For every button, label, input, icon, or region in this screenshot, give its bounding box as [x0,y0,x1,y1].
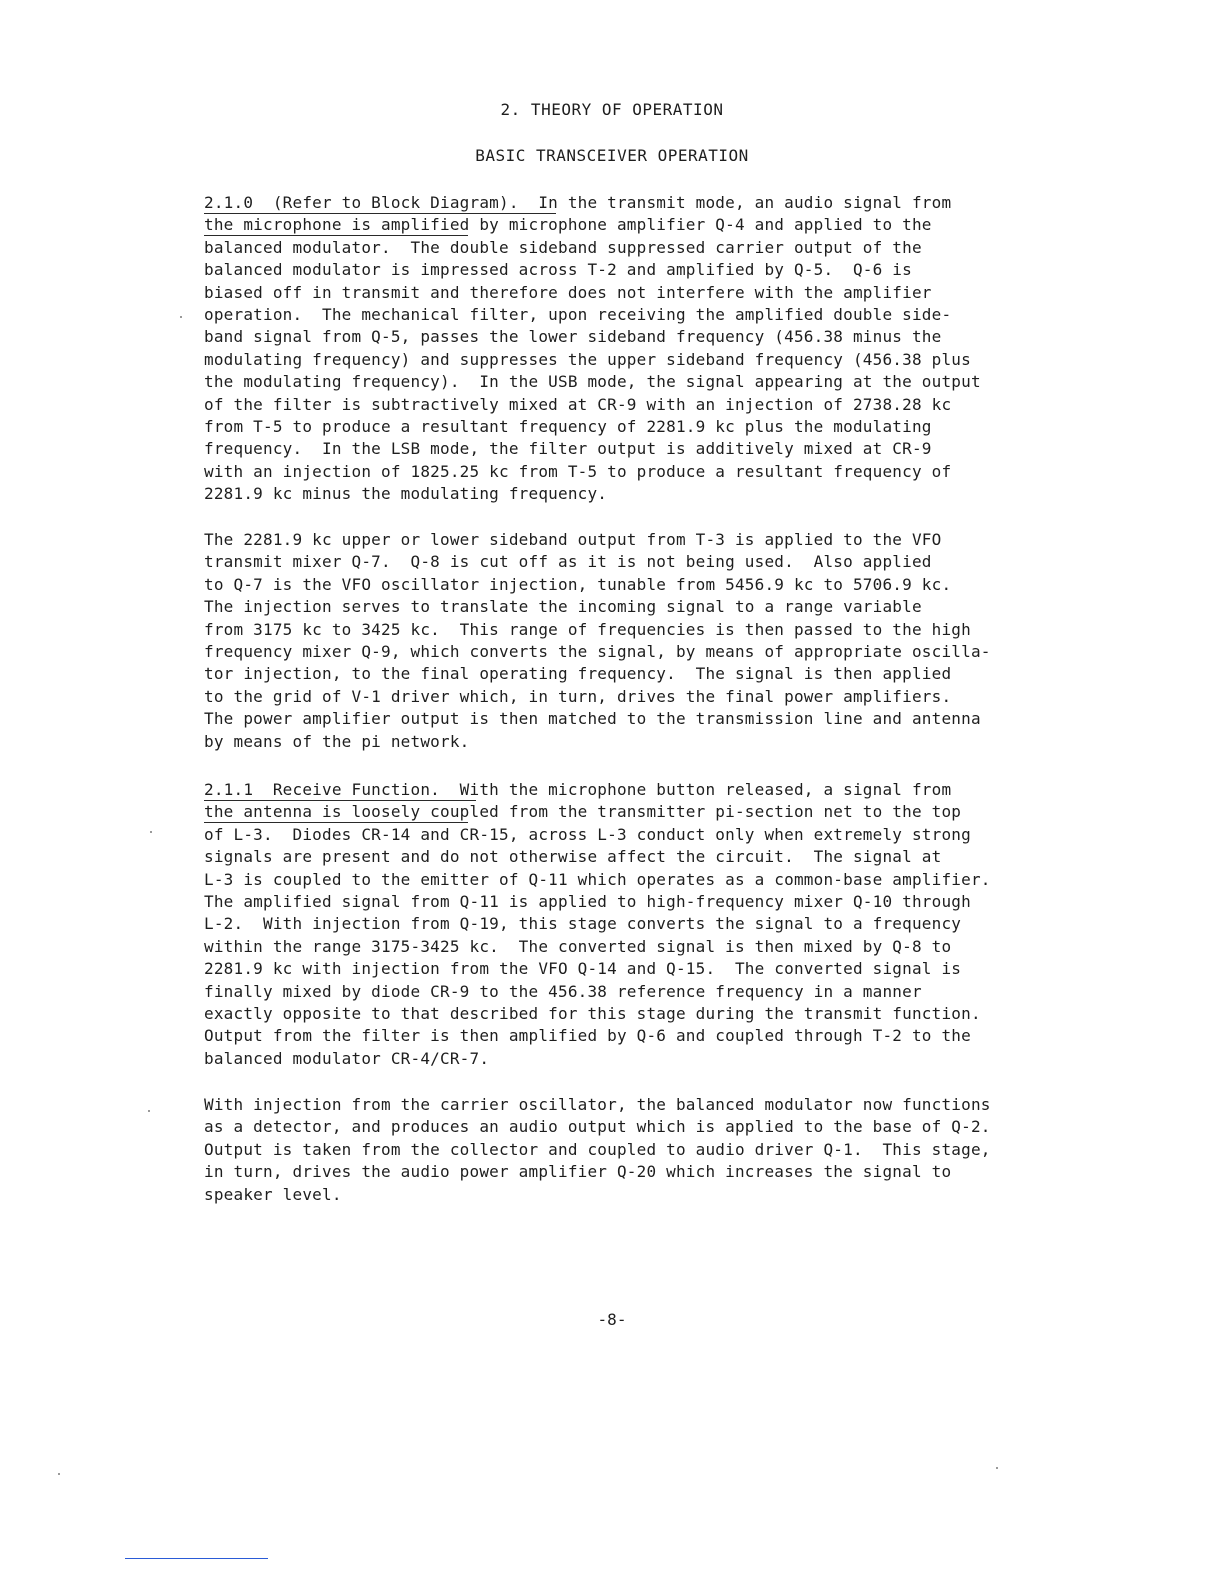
text-line: transmit mixer Q-7. Q-8 is cut off as it is not being used. Also applied [204,552,932,572]
text-line: of the filter is subtractively mixed at CR-9 with an injection of 2738.28 kc [204,394,952,414]
scan-speck [148,1110,150,1112]
page-number: -8- [597,1310,627,1329]
text-line: from T-5 to produce a resultant frequency of 2281.9 kc plus the modulating [204,416,932,436]
text-line: frequency. In the LSB mode, the filter output is additively mixed at CR-9 [204,439,932,459]
text-line: finally mixed by diode CR-9 to the 456.38 reference frequency in a manner [204,981,922,1001]
text-line: Output is taken from the collector and coupled to audio driver Q-1. This stage, [204,1139,991,1159]
text-line: with an injection of 1825.25 kc from T-5 to produce a resultant frequency of [204,461,952,481]
scan-edge-rule [125,1558,268,1559]
scan-speck [180,316,182,318]
text-line: Output from the filter is then amplified by Q-6 and coupled through T-2 to the [204,1026,971,1046]
text-line: to Q-7 is the VFO oscillator injection, tunable from 5456.9 kc to 5706.9 kc. [204,574,952,594]
text-line: balanced modulator is impressed across T-2 and amplified by Q-5. Q-6 is [204,260,912,280]
text-line: the antenna is loosely coupled from the transmitter pi-section net to the top [204,802,962,822]
paragraph-vfo-mixer [204,529,1124,753]
text-line: The power amplifier output is then matched to the transmission line and antenna [204,709,981,729]
text-line: The injection serves to translate the incoming signal to a range variable [204,597,922,617]
text-line: the modulating frequency). In the USB mode, the signal appearing at the output [204,372,981,392]
text-line: 2.1.1 Receive Function. With the microphone button released, a signal from [204,780,952,799]
text-line: in turn, drives the audio power amplifier Q-20 which increases the signal to [204,1162,952,1182]
text-line: biased off in transmit and therefore does not interfere with the amplifier [204,282,932,302]
text-line: by means of the pi network. [204,731,470,751]
scan-speck [58,1473,60,1475]
text-line: signals are present and do not otherwise affect the circuit. The signal at [204,847,942,867]
text-line: frequency mixer Q-9, which converts the signal, by means of appropriate oscilla- [204,641,991,661]
text-line: 2281.9 kc with injection from the VFO Q-14 and Q-15. The converted signal is [204,959,962,979]
text-line: The amplified signal from Q-11 is applied to high-frequency mixer Q-10 through [204,891,971,911]
text-line: of L-3. Diodes CR-14 and CR-15, across L-3 conduct only when extremely strong [204,824,971,844]
text-line: exactly opposite to that described for this stage during the transmit function. [204,1003,981,1023]
heading-underline [204,235,468,236]
section-title: BASIC TRANSCEIVER OPERATION [475,146,749,165]
paragraph-receive-function [204,779,1124,1070]
text-line: within the range 3175-3425 kc. The converted signal is then mixed by Q-8 to [204,936,952,956]
text-line: operation. The mechanical filter, upon receiving the amplified double side- [204,304,952,324]
text-line: as a detector, and produces an audio output which is applied to the base of Q-2. [204,1117,991,1137]
scan-speck [996,1467,998,1469]
text-line: 2.1.0 (Refer to Block Diagram). In the transmit mode, an audio signal from [204,193,952,212]
paragraph-detector [204,1094,1124,1206]
text-line: speaker level. [204,1184,342,1204]
text-line: band signal from Q-5, passes the lower sideband frequency (456.38 minus the [204,327,942,347]
text-line: L-3 is coupled to the emitter of Q-11 which operates as a common-base amplifier. [204,869,991,889]
heading-underline [204,213,556,214]
text-line: balanced modulator. The double sideband suppressed carrier output of the [204,237,922,257]
text-line: The 2281.9 kc upper or lower sideband output from T-3 is applied to the VFO [204,530,942,549]
text-line: L-2. With injection from Q-19, this stage converts the signal to a frequency [204,914,962,934]
text-line: 2281.9 kc minus the modulating frequency. [204,484,608,504]
heading-underline [204,822,468,823]
chapter-title: 2. THEORY OF OPERATION [500,100,724,119]
paragraph-block-transmit [204,192,1124,505]
text-line: balanced modulator CR-4/CR-7. [204,1048,490,1068]
text-line: tor injection, to the final operating frequency. The signal is then applied [204,664,952,684]
text-line: modulating frequency) and suppresses the upper sideband frequency (456.38 plus [204,349,971,369]
text-line: the microphone is amplified by microphone amplifier Q-4 and applied to the [204,215,932,235]
text-line: to the grid of V-1 driver which, in turn, drives the final power amplifiers. [204,686,952,706]
text-line: With injection from the carrier oscillator, the balanced modulator now functions [204,1095,991,1114]
scan-speck [150,831,152,833]
heading-underline [204,800,476,801]
text-line: from 3175 kc to 3425 kc. This range of frequencies is then passed to the high [204,619,971,639]
